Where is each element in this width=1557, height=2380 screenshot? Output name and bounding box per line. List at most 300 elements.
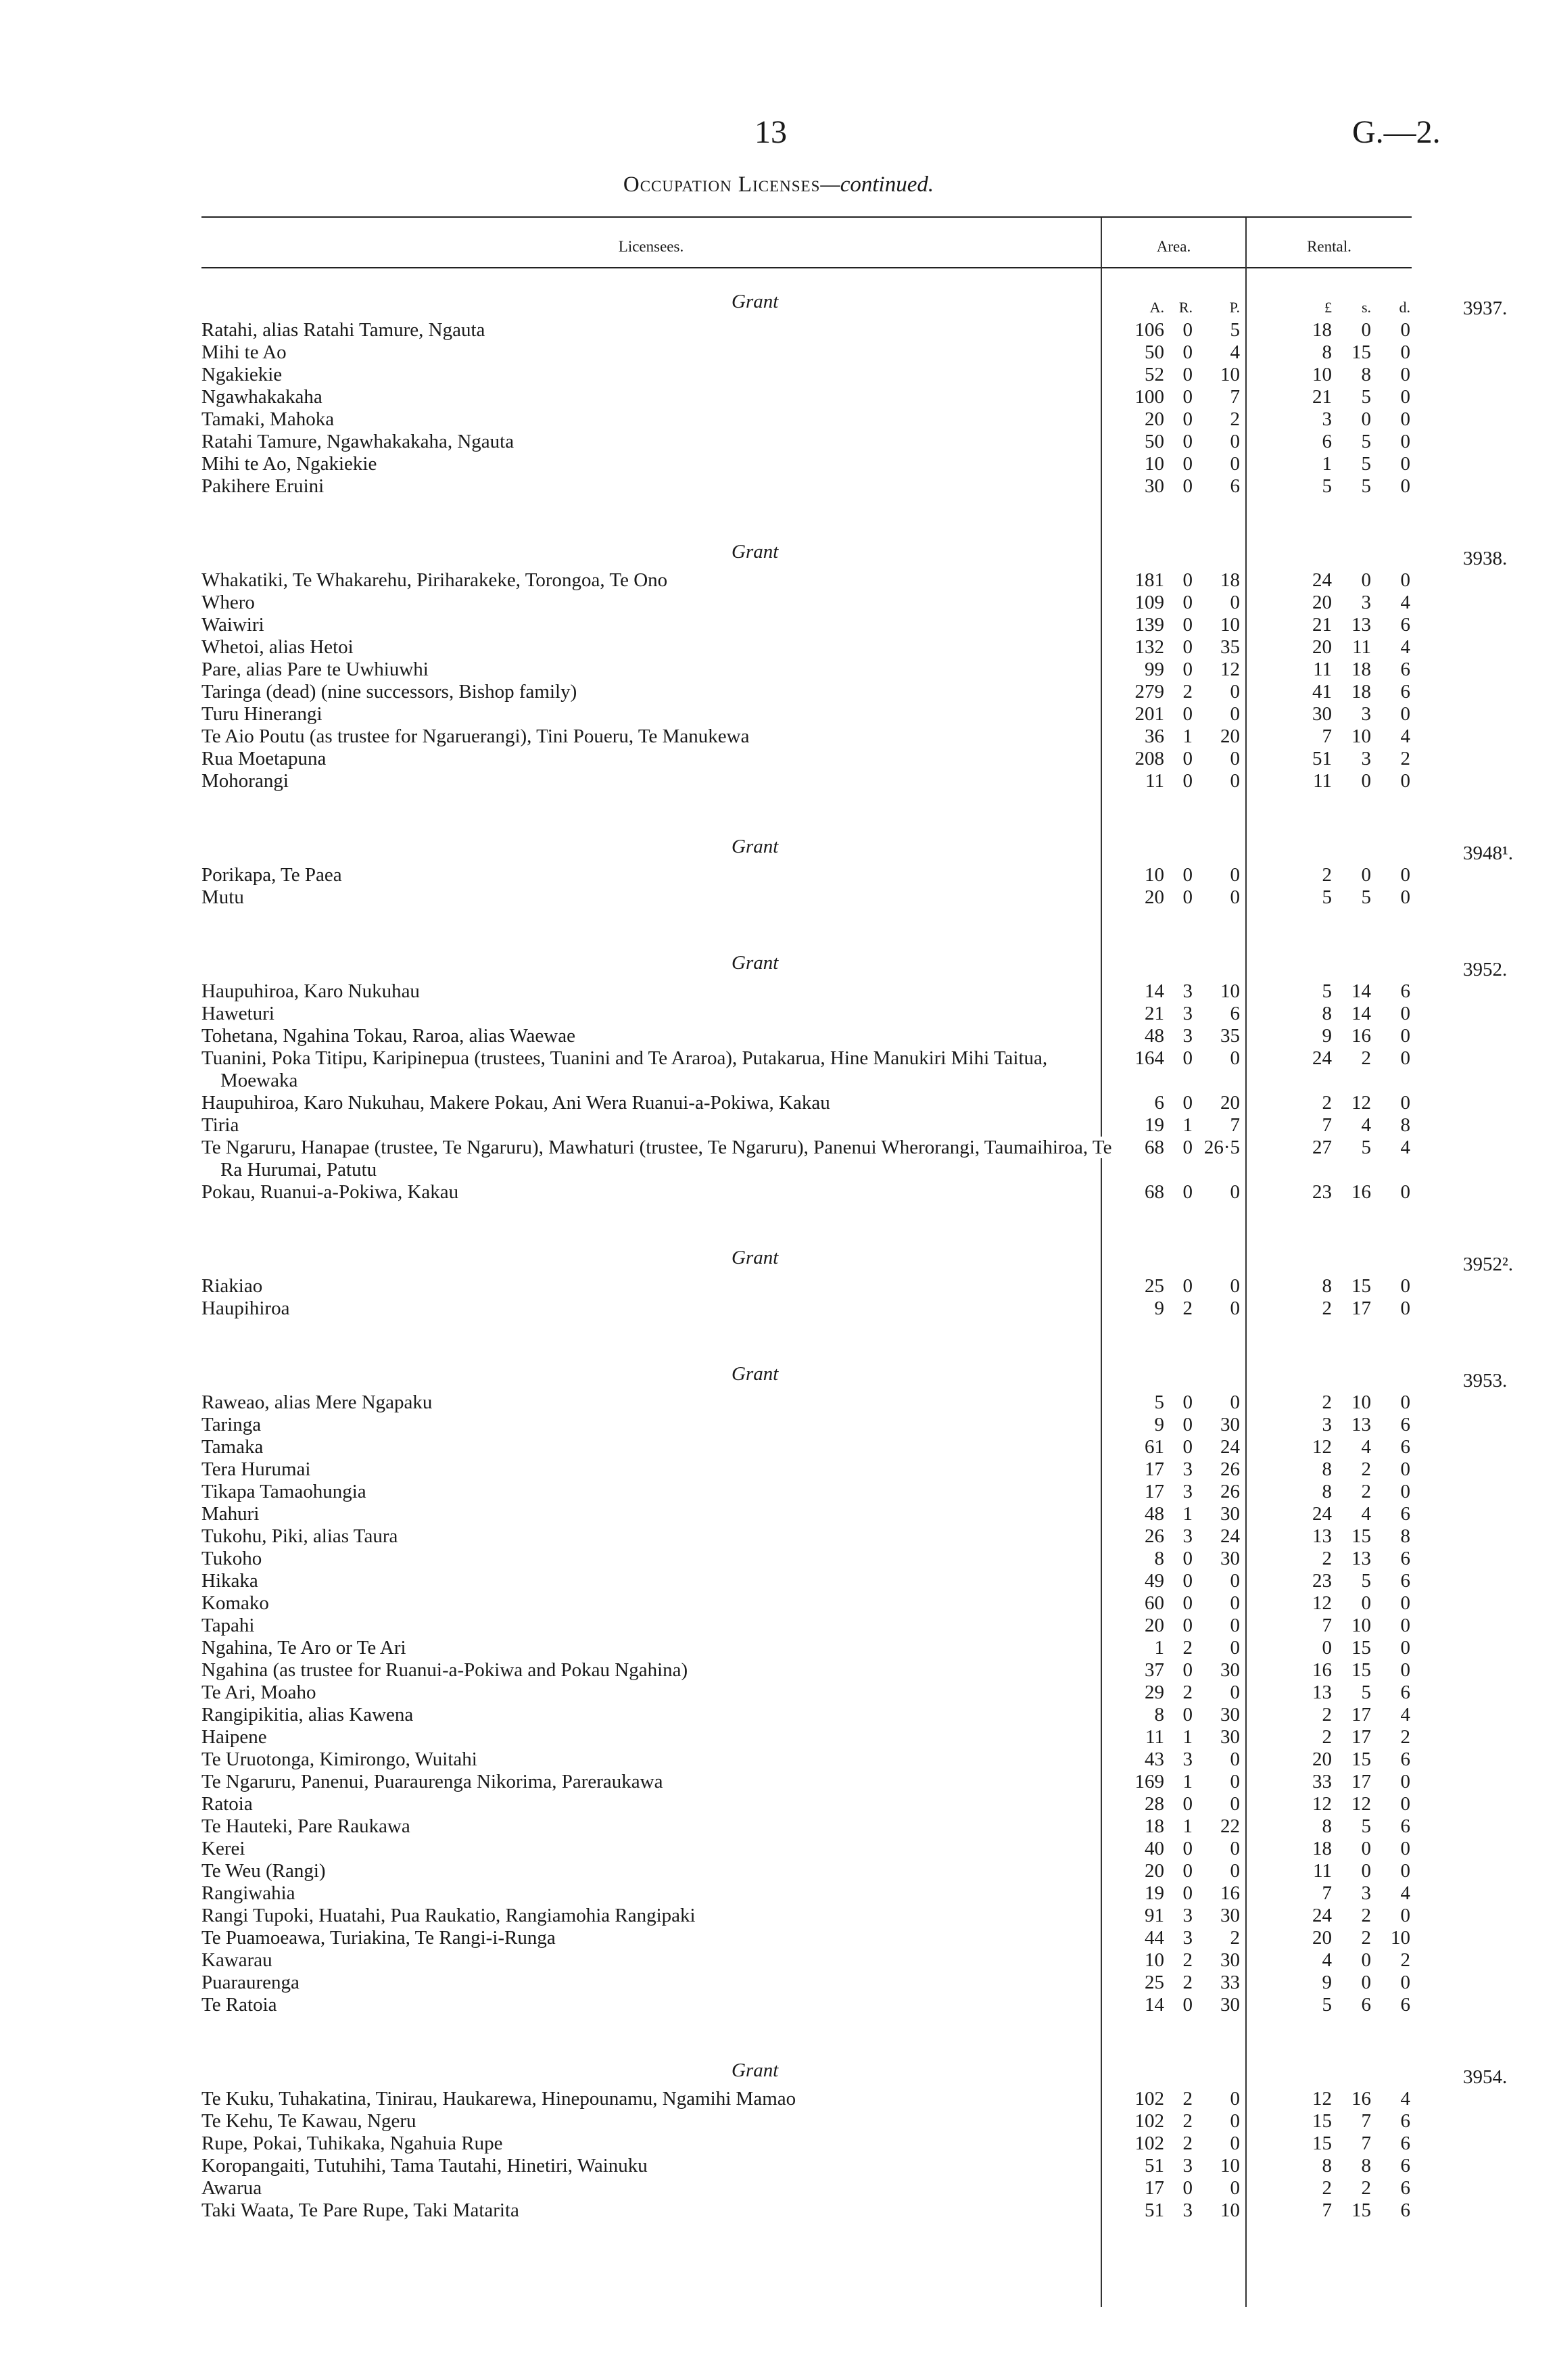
rental-shillings: 0 (1361, 319, 1371, 341)
licensee-name (201, 2110, 1116, 2133)
area-roods: 3 (1182, 1481, 1193, 1502)
area-perches: 0 (1230, 453, 1240, 475)
licensee-name (201, 2177, 1116, 2199)
area-acres: 11 (1145, 770, 1164, 792)
column-header-rental: Rental. (1307, 238, 1351, 255)
table-row (0, 1137, 1557, 1181)
rental-pounds: 21 (1312, 614, 1332, 636)
area-perches: 30 (1220, 1548, 1240, 1569)
area-acres: 19 (1145, 1882, 1164, 1904)
licensee-name-text: Te Kuku, Tuhakatina, Tinirau, Haukarewa, Hinepounamu, Ngamihi Mamao (201, 2088, 800, 2110)
area-roods: 1 (1182, 1503, 1193, 1525)
area-acres: 61 (1145, 1436, 1164, 1458)
area-perches: 0 (1230, 770, 1240, 792)
rental-pounds: 15 (1312, 2133, 1332, 2154)
table-row (0, 1637, 1557, 1659)
table-row (0, 1815, 1557, 1838)
rental-pounds: 9 (1322, 1972, 1332, 1993)
area-acres: 60 (1145, 1592, 1164, 1614)
rental-shillings: 12 (1351, 1793, 1371, 1815)
rental-shillings: 14 (1351, 1003, 1371, 1024)
area-roods: 0 (1182, 1704, 1193, 1726)
area-acres: 50 (1145, 431, 1164, 452)
area-perches: 10 (1220, 614, 1240, 636)
rental-shillings: 14 (1351, 980, 1371, 1002)
rental-pence: 6 (1400, 659, 1410, 680)
table-row (0, 1481, 1557, 1503)
area-perches: 0 (1230, 1793, 1240, 1815)
rental-pounds: 8 (1322, 1815, 1332, 1837)
area-perches: 0 (1230, 1615, 1240, 1636)
rental-pounds: 7 (1322, 2199, 1332, 2221)
licensee-name (201, 1927, 1116, 1949)
rental-pounds: 20 (1312, 1927, 1332, 1949)
unit-pence: d. (1399, 299, 1410, 316)
rental-shillings: 5 (1361, 1815, 1371, 1837)
rental-pence: 0 (1400, 886, 1410, 908)
rental-pounds: 8 (1322, 2155, 1332, 2176)
rental-shillings: 2 (1361, 1458, 1371, 1480)
rental-shillings: 7 (1361, 2110, 1371, 2132)
area-acres: 17 (1145, 2177, 1164, 2199)
licensee-name-text: Tikapa Tamaohungia (201, 1481, 370, 1502)
licensee-name-text: Taringa (dead) (nine successors, Bishop family) (201, 681, 581, 703)
rental-pounds: 3 (1322, 408, 1332, 430)
area-acres: 25 (1145, 1275, 1164, 1297)
rental-pounds: 7 (1322, 1882, 1332, 1904)
area-acres: 29 (1145, 1682, 1164, 1703)
area-perches: 7 (1230, 1114, 1240, 1136)
licensee-name-text: Pokau, Ruanui-a-Pokiwa, Kakau (201, 1181, 462, 1203)
licensee-name (201, 1391, 1116, 1414)
area-perches: 10 (1220, 2155, 1240, 2176)
rental-pence: 0 (1400, 1391, 1410, 1413)
area-acres: 9 (1154, 1298, 1164, 1319)
area-perches: 4 (1230, 341, 1240, 363)
licensee-name (201, 1771, 1116, 1793)
licensee-name (201, 1637, 1116, 1659)
area-roods: 1 (1182, 1815, 1193, 1837)
licensee-name (201, 2199, 1116, 2222)
rental-pence: 0 (1400, 319, 1410, 341)
area-roods: 0 (1182, 1548, 1193, 1569)
licensee-name (201, 1047, 1116, 1092)
licensee-name-text: Rupe, Pokai, Tuhikaka, Ngahuia Rupe (201, 2133, 506, 2154)
area-acres: 51 (1145, 2155, 1164, 2176)
rental-pounds: 2 (1322, 2177, 1332, 2199)
licensee-name (201, 1481, 1116, 1503)
table-row (0, 681, 1557, 703)
table-row (0, 1905, 1557, 1927)
licensee-name (201, 1704, 1116, 1726)
area-acres: 48 (1145, 1503, 1164, 1525)
table-row (0, 886, 1557, 909)
area-perches: 0 (1230, 1275, 1240, 1297)
area-roods: 0 (1182, 1659, 1193, 1681)
table-row (0, 1994, 1557, 2016)
area-roods: 0 (1182, 1838, 1193, 1859)
area-roods: 0 (1182, 703, 1193, 725)
rental-pounds: 2 (1322, 864, 1332, 886)
area-roods: 0 (1182, 1414, 1193, 1435)
licensee-name (201, 408, 1116, 431)
table-row (0, 2088, 1557, 2110)
area-roods: 0 (1182, 1994, 1193, 2016)
licensee-name-text: Taringa (201, 1414, 265, 1435)
licensee-name-text: Puaraurenga (201, 1972, 304, 1993)
table-row (0, 569, 1557, 592)
grant-heading (0, 1240, 1557, 1275)
rental-pounds: 1 (1322, 453, 1332, 475)
table-row (0, 1275, 1557, 1298)
area-perches: 22 (1220, 1815, 1240, 1837)
rental-pounds: 13 (1312, 1682, 1332, 1703)
rental-shillings: 15 (1351, 341, 1371, 363)
grant-group (0, 2053, 1557, 2222)
table-row (0, 386, 1557, 408)
rental-pence: 6 (1400, 2110, 1410, 2132)
area-acres: 44 (1145, 1927, 1164, 1949)
rental-shillings: 17 (1351, 1298, 1371, 1319)
grant-number: 3952. (1463, 959, 1508, 980)
rental-pounds: 8 (1322, 1003, 1332, 1024)
table-row (0, 1860, 1557, 1882)
rental-shillings: 0 (1361, 1592, 1371, 1614)
grant-heading (0, 2053, 1557, 2088)
area-perches: 0 (1230, 2088, 1240, 2110)
rental-pence: 0 (1400, 408, 1410, 430)
rental-pence: 6 (1400, 1748, 1410, 1770)
grant-title (732, 2060, 1508, 2088)
area-roods: 3 (1182, 1003, 1193, 1024)
area-perches: 0 (1230, 1637, 1240, 1659)
licensee-name-text: Rua Moetapuna (201, 748, 330, 769)
rental-shillings: 16 (1351, 2088, 1371, 2110)
licensee-name (201, 725, 1116, 748)
licensee-name (201, 2155, 1116, 2177)
licensee-name (201, 1905, 1116, 1927)
table-row (0, 1748, 1557, 1771)
licensee-name-text: Ratahi Tamure, Ngawhakakaha, Ngauta (201, 431, 518, 452)
rental-pounds: 18 (1312, 1838, 1332, 1859)
area-roods: 2 (1182, 2133, 1193, 2154)
area-acres: 100 (1134, 386, 1164, 408)
table-row (0, 319, 1557, 341)
area-perches: 24 (1220, 1436, 1240, 1458)
area-perches: 12 (1220, 659, 1240, 680)
rental-pounds: 15 (1312, 2110, 1332, 2132)
rental-shillings: 15 (1351, 1637, 1371, 1659)
rental-pounds: 6 (1322, 431, 1332, 452)
rental-pounds: 8 (1322, 1458, 1332, 1480)
licensee-name-text: Haipene (201, 1726, 271, 1748)
rental-pounds: 13 (1312, 1525, 1332, 1547)
area-roods: 2 (1182, 1682, 1193, 1703)
licensee-name-text: Mahuri (201, 1503, 263, 1525)
area-perches: 10 (1220, 2199, 1240, 2221)
licensee-name-text: Awarua (201, 2177, 266, 2199)
rental-pence: 0 (1400, 1637, 1410, 1659)
licensee-name (201, 1458, 1116, 1481)
area-roods: 3 (1182, 1905, 1193, 1926)
licensee-name (201, 386, 1116, 408)
licensee-name-text: Raweao, alias Mere Ngapaku (201, 1391, 436, 1413)
area-acres: 279 (1134, 681, 1164, 703)
rental-shillings: 5 (1361, 431, 1371, 452)
rental-pounds: 24 (1312, 1905, 1332, 1926)
area-roods: 1 (1182, 725, 1193, 747)
rental-pence: 0 (1400, 1092, 1410, 1114)
rental-shillings: 4 (1361, 1114, 1371, 1136)
area-perches: 35 (1220, 636, 1240, 658)
area-perches: 30 (1220, 1905, 1240, 1926)
licensee-name-text: Hikaka (201, 1570, 262, 1592)
licensee-name-text: Rangi Tupoki, Huatahi, Pua Raukatio, Rangiamohia Rangipaki (201, 1905, 700, 1926)
licensee-name (201, 1838, 1116, 1860)
licensee-name (201, 569, 1116, 592)
licensee-name-text: Whero (201, 592, 259, 613)
area-perches: 0 (1230, 1391, 1240, 1413)
rental-pence: 6 (1400, 980, 1410, 1002)
area-roods: 3 (1182, 2199, 1193, 2221)
rental-pence: 0 (1400, 364, 1410, 385)
licensee-name-text: Kerei (201, 1838, 249, 1859)
licensee-name-text: Te Ratoia (201, 1994, 281, 2016)
rental-pounds: 24 (1312, 569, 1332, 591)
licensee-name (201, 1994, 1116, 2016)
area-perches: 0 (1230, 1771, 1240, 1792)
area-roods: 0 (1182, 636, 1193, 658)
area-acres: 91 (1145, 1905, 1164, 1926)
area-perches: 0 (1230, 1860, 1240, 1882)
licensee-name-text: Kawarau (201, 1949, 277, 1971)
rental-pounds: 33 (1312, 1771, 1332, 1792)
rental-pence: 0 (1400, 1047, 1410, 1069)
table-row (0, 2155, 1557, 2177)
grant-number: 3952². (1463, 1254, 1513, 1275)
column-header-area: Area. (1156, 238, 1191, 255)
licensee-name-text: Rangiwahia (201, 1882, 300, 1904)
table-row (0, 1047, 1557, 1092)
area-roods: 0 (1182, 408, 1193, 430)
rental-pounds: 20 (1312, 592, 1332, 613)
rental-pence: 0 (1400, 1793, 1410, 1815)
area-perches: 35 (1220, 1025, 1240, 1047)
rental-pence: 0 (1400, 1298, 1410, 1319)
rental-pence: 6 (1400, 1548, 1410, 1569)
rental-pence: 4 (1400, 592, 1410, 613)
area-acres: 30 (1145, 475, 1164, 497)
area-perches: 0 (1230, 1047, 1240, 1069)
rental-pence: 6 (1400, 614, 1410, 636)
table-row (0, 1882, 1557, 1905)
grant-label: Grant (732, 1247, 779, 1268)
table-row (0, 1659, 1557, 1682)
area-perches: 0 (1230, 748, 1240, 769)
licensee-name-text: Haupuhiroa, Karo Nukuhau (201, 980, 424, 1002)
grant-title (732, 836, 1513, 864)
area-perches: 20 (1220, 725, 1240, 747)
area-perches: 0 (1230, 1592, 1240, 1614)
unit-pounds: £ (1324, 299, 1332, 316)
licensee-name (201, 1615, 1116, 1637)
licensee-name-text: Te Puamoeawa, Turiakina, Te Rangi-i-Runga (201, 1927, 560, 1949)
area-acres: 181 (1134, 569, 1164, 591)
grant-number: 3937. (1463, 298, 1508, 319)
grant-label: Grant (732, 952, 779, 974)
rental-pence: 8 (1400, 1525, 1410, 1547)
rental-pence: 6 (1400, 1682, 1410, 1703)
grant-label: Grant (732, 2060, 779, 2081)
area-roods: 0 (1182, 864, 1193, 886)
rental-pounds: 30 (1312, 703, 1332, 725)
area-acres: 1 (1154, 1637, 1164, 1659)
rental-pounds: 11 (1313, 770, 1332, 792)
licensee-name (201, 1525, 1116, 1548)
area-acres: 10 (1145, 1949, 1164, 1971)
area-roods: 2 (1182, 1637, 1193, 1659)
rental-pence: 0 (1400, 1458, 1410, 1480)
rental-pounds: 24 (1312, 1047, 1332, 1069)
rental-pounds: 24 (1312, 1503, 1332, 1525)
rental-shillings: 0 (1361, 1860, 1371, 1882)
rental-pounds: 41 (1312, 681, 1332, 703)
area-perches: 0 (1230, 1181, 1240, 1203)
licensee-name (201, 748, 1116, 770)
rental-pence: 6 (1400, 681, 1410, 703)
table-row (0, 659, 1557, 681)
unit-perches: P. (1229, 299, 1240, 316)
area-acres: 19 (1145, 1114, 1164, 1136)
rental-shillings: 0 (1361, 569, 1371, 591)
licensee-name (201, 2088, 1116, 2110)
area-acres: 40 (1145, 1838, 1164, 1859)
rental-shillings: 15 (1351, 1525, 1371, 1547)
licensee-name (201, 1659, 1116, 1682)
licensee-name (201, 1548, 1116, 1570)
area-acres: 14 (1145, 980, 1164, 1002)
area-roods: 1 (1182, 1771, 1193, 1792)
page-title (0, 172, 1557, 197)
licensee-name-text: Pakihere Eruini (201, 475, 328, 497)
area-roods: 0 (1182, 364, 1193, 385)
area-acres: 6 (1154, 1092, 1164, 1114)
area-roods: 0 (1182, 1570, 1193, 1592)
grant-label: Grant (732, 836, 779, 857)
licensee-name (201, 1275, 1116, 1298)
area-perches: 10 (1220, 364, 1240, 385)
area-acres: 102 (1134, 2088, 1164, 2110)
licensee-name (201, 1181, 1116, 1204)
grant-title (732, 1247, 1513, 1275)
area-acres: 20 (1145, 408, 1164, 430)
rental-pence: 6 (1400, 2133, 1410, 2154)
unit-shillings: s. (1361, 299, 1371, 316)
rental-pounds: 12 (1312, 1436, 1332, 1458)
licensee-name-text: Tuanini, Poka Titipu, Karipinepua (trustees, Tuanini and Te Araroa), Putakarua, Hine Manukiri Mihi Taitua, Moewaka (201, 1047, 1048, 1091)
table-row (0, 1949, 1557, 1972)
table-row (0, 341, 1557, 364)
area-roods: 0 (1182, 1092, 1193, 1114)
area-perches: 7 (1230, 386, 1240, 408)
grant-heading (0, 534, 1557, 569)
rental-shillings: 0 (1361, 864, 1371, 886)
area-perches: 0 (1230, 2110, 1240, 2132)
area-perches: 30 (1220, 1726, 1240, 1748)
licensee-name (201, 364, 1116, 386)
licensee-name-text: Tamaka (201, 1436, 267, 1458)
grant-heading (0, 284, 1557, 319)
area-roods: 0 (1182, 1793, 1193, 1815)
rental-shillings: 3 (1361, 1882, 1371, 1904)
licensee-name (201, 636, 1116, 659)
rental-shillings: 0 (1361, 1949, 1371, 1971)
area-perches: 0 (1230, 886, 1240, 908)
licensee-name-text: Te Ngaruru, Hanapae (trustee, Te Ngaruru), Mawhaturi (trustee, Te Ngaruru), Panenui Wherorangi, Taumaihiroa, Te Ra Hurumai, Patutu (201, 1137, 1112, 1181)
area-roods: 2 (1182, 1972, 1193, 1993)
rental-pounds: 23 (1312, 1570, 1332, 1592)
table-row (0, 1414, 1557, 1436)
area-roods: 0 (1182, 431, 1193, 452)
licensee-name-text: Ngahina (as trustee for Ruanui-a-Pokiwa and Pokau Ngahina) (201, 1659, 692, 1681)
area-perches: 2 (1230, 408, 1240, 430)
rental-shillings: 2 (1361, 1927, 1371, 1949)
area-roods: 2 (1182, 2088, 1193, 2110)
licensee-name-text: Whakatiki, Te Whakarehu, Piriharakeke, Torongoa, Te Ono (201, 569, 671, 591)
rental-pence: 0 (1400, 1592, 1410, 1614)
licensee-name-text: Te Kehu, Te Kawau, Ngeru (201, 2110, 421, 2132)
rental-pence: 6 (1400, 1414, 1410, 1435)
area-roods: 0 (1182, 1860, 1193, 1882)
licensee-name (201, 1025, 1116, 1047)
licensee-name (201, 1682, 1116, 1704)
table-row (0, 1570, 1557, 1592)
grant-heading (0, 829, 1557, 864)
grant-group (0, 534, 1557, 792)
licensee-name-text: Tamaki, Mahoka (201, 408, 338, 430)
area-roods: 0 (1182, 1181, 1193, 1203)
rental-shillings: 0 (1361, 1838, 1371, 1859)
licensee-name (201, 1003, 1116, 1025)
area-acres: 20 (1145, 886, 1164, 908)
area-perches: 16 (1220, 1882, 1240, 1904)
rental-shillings: 5 (1361, 475, 1371, 497)
rental-pence: 2 (1400, 748, 1410, 769)
rental-shillings: 4 (1361, 1436, 1371, 1458)
licensee-name-text: Tiria (201, 1114, 243, 1136)
rental-pence: 6 (1400, 1994, 1410, 2016)
licensee-name (201, 1503, 1116, 1525)
unit-roods: R. (1178, 299, 1193, 316)
area-roods: 3 (1182, 1748, 1193, 1770)
rental-pounds: 8 (1322, 341, 1332, 363)
licensee-name (201, 475, 1116, 498)
licensee-name-text: Whetoi, alias Hetoi (201, 636, 358, 658)
rental-shillings: 5 (1361, 386, 1371, 408)
area-acres: 102 (1134, 2110, 1164, 2132)
rental-shillings: 13 (1351, 1548, 1371, 1569)
rental-pence: 0 (1400, 1659, 1410, 1681)
rental-pounds: 12 (1312, 2088, 1332, 2110)
licensee-name (201, 341, 1116, 364)
area-roods: 0 (1182, 341, 1193, 363)
rental-shillings: 18 (1351, 659, 1371, 680)
area-roods: 2 (1182, 2110, 1193, 2132)
area-perches: 26 (1220, 1481, 1240, 1502)
table-row (0, 431, 1557, 453)
table-row (0, 1927, 1557, 1949)
area-perches: 10 (1220, 980, 1240, 1002)
